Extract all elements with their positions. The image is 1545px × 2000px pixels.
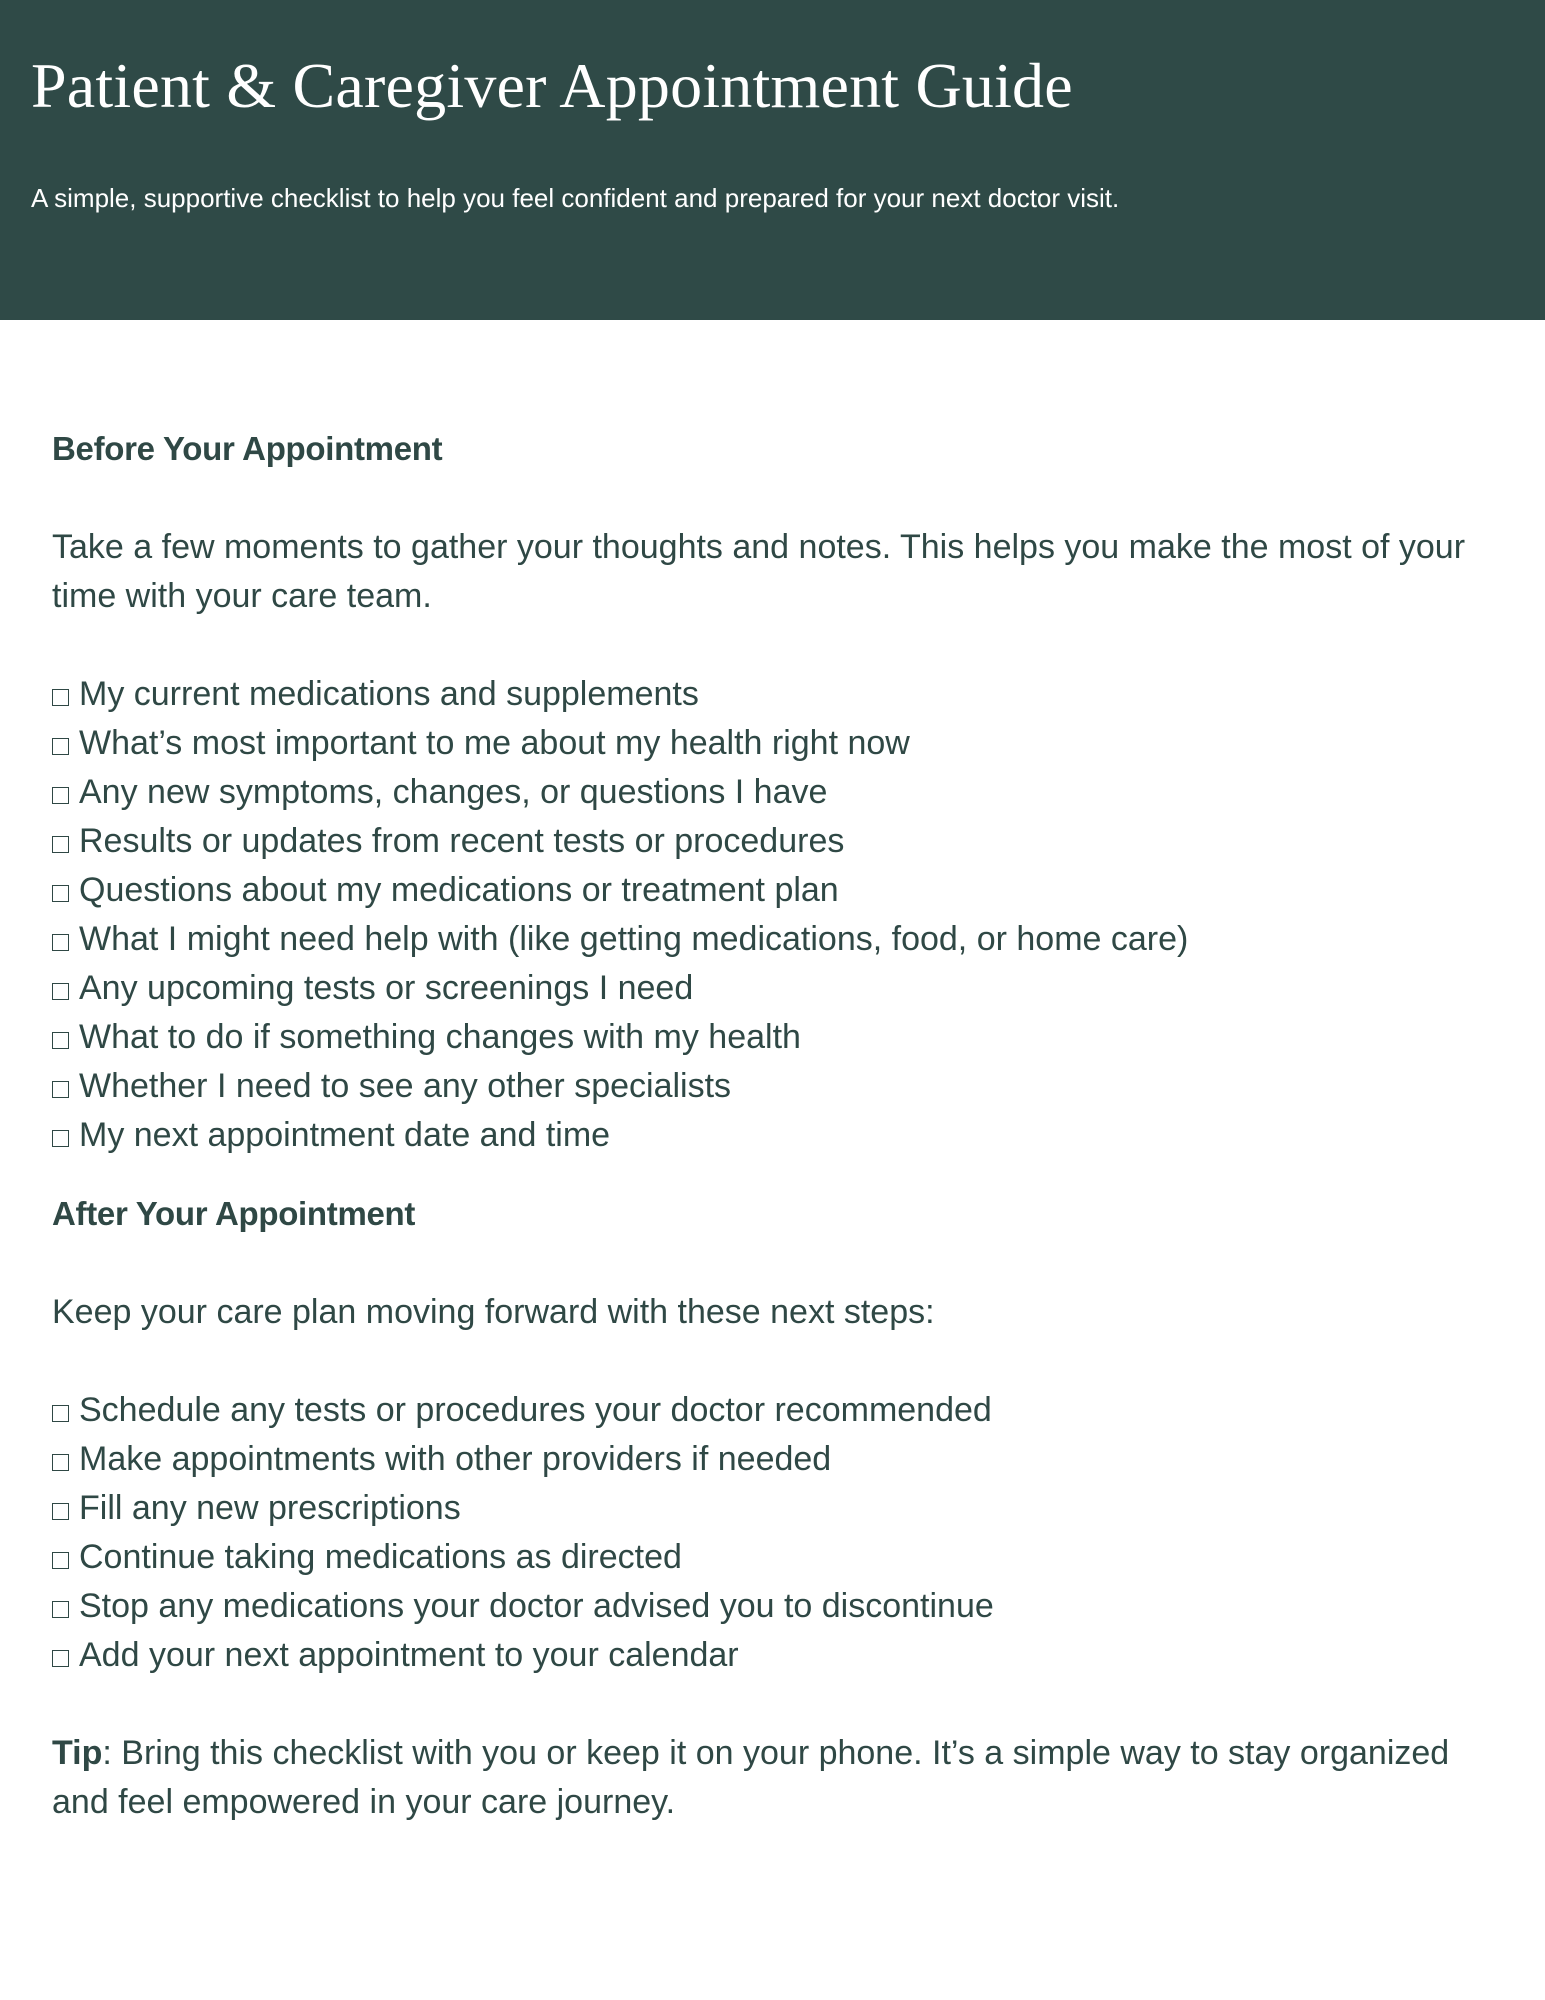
checklist-item-label: Any upcoming tests or screenings I need [79, 969, 694, 1007]
checkbox-icon[interactable] [52, 1081, 69, 1098]
after-checklist [52, 1386, 1505, 1680]
checklist-item[interactable] [52, 817, 1505, 866]
guide-content [0, 320, 1545, 1827]
checklist-item-label: What’s most important to me about my health right now [79, 724, 910, 762]
checklist-item-label: Whether I need to see any other specialists [79, 1067, 732, 1105]
checkbox-icon[interactable] [52, 1454, 69, 1471]
page-subtitle: A simple, supportive checklist to help you feel confident and prepared for your next doctor visit. [31, 183, 1120, 213]
checkbox-icon[interactable] [52, 1601, 69, 1618]
checklist-item[interactable] [52, 915, 1505, 964]
checklist-item[interactable] [52, 670, 1505, 719]
checklist-item-label: Add your next appointment to your calendar [79, 1636, 739, 1674]
checklist-item[interactable] [52, 1533, 1505, 1582]
before-intro: Take a few moments to gather your thoughts and notes. This helps you make the most of your time with your care team. [52, 528, 1466, 615]
checklist-item-label: What to do if something changes with my health [79, 1018, 801, 1056]
checklist-item-label: My current medications and supplements [79, 675, 699, 713]
checklist-item[interactable] [52, 768, 1505, 817]
checklist-item-label: Stop any medications your doctor advised you to discontinue [79, 1587, 994, 1625]
before-appointment-section [52, 424, 1505, 1160]
checklist-item-label: Questions about my medications or treatment plan [79, 871, 839, 909]
checklist-item[interactable] [52, 1484, 1505, 1533]
checkbox-icon[interactable] [52, 738, 69, 755]
checklist-item-label: Continue taking medications as directed [79, 1538, 682, 1576]
tip-text: : Bring this checklist with you or keep it on your phone. It’s a simple way to stay organized and feel empowered in your care journey. [52, 1734, 1450, 1821]
checkbox-icon[interactable] [52, 836, 69, 853]
checklist-item-label: Fill any new prescriptions [79, 1489, 461, 1527]
checklist-item[interactable] [52, 1062, 1505, 1111]
tip-note [52, 1729, 1505, 1827]
tip-label: Tip [52, 1734, 103, 1772]
page-title: Patient & Caregiver Appointment Guide [31, 50, 1073, 121]
checklist-item[interactable] [52, 866, 1505, 915]
checklist-item-label: Any new symptoms, changes, or questions I have [79, 773, 828, 811]
checklist-item-label: My next appointment date and time [79, 1116, 611, 1154]
checklist-item[interactable] [52, 1631, 1505, 1680]
checkbox-icon[interactable] [52, 1503, 69, 1520]
checkbox-icon[interactable] [52, 885, 69, 902]
before-heading: Before Your Appointment [52, 430, 443, 467]
checklist-item[interactable] [52, 1435, 1505, 1484]
checklist-item[interactable] [52, 1582, 1505, 1631]
checklist-item-label: Results or updates from recent tests or procedures [79, 822, 845, 860]
checklist-item[interactable] [52, 719, 1505, 768]
checklist-item[interactable] [52, 1013, 1505, 1062]
checklist-item-label: Make appointments with other providers if needed [79, 1440, 832, 1478]
checkbox-icon[interactable] [52, 934, 69, 951]
checkbox-icon[interactable] [52, 1130, 69, 1147]
checkbox-icon[interactable] [52, 787, 69, 804]
page-header [0, 0, 1545, 320]
after-heading: After Your Appointment [52, 1195, 416, 1232]
checklist-item[interactable] [52, 964, 1505, 1013]
checkbox-icon[interactable] [52, 1650, 69, 1667]
checkbox-icon[interactable] [52, 1032, 69, 1049]
after-appointment-section [52, 1189, 1505, 1680]
checkbox-icon[interactable] [52, 1552, 69, 1569]
checklist-item-label: What I might need help with (like getting medications, food, or home care) [79, 920, 1189, 958]
checkbox-icon[interactable] [52, 689, 69, 706]
after-intro: Keep your care plan moving forward with these next steps: [52, 1293, 935, 1331]
checkbox-icon[interactable] [52, 1405, 69, 1422]
checklist-item-label: Schedule any tests or procedures your doctor recommended [79, 1391, 992, 1429]
before-checklist [52, 670, 1505, 1160]
checklist-item[interactable] [52, 1111, 1505, 1160]
checklist-item[interactable] [52, 1386, 1505, 1435]
checkbox-icon[interactable] [52, 983, 69, 1000]
